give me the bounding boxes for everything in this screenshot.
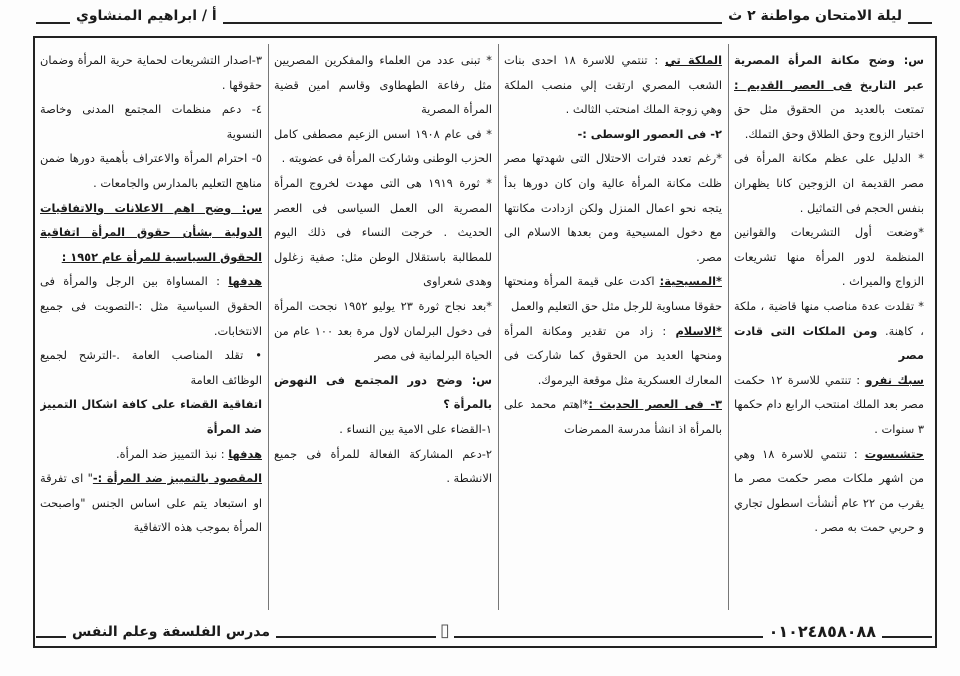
- bullet-item: تقلد المناصب العامة .-الترشح لجميع الوظائف العامة: [40, 348, 262, 387]
- header-author: أ / ابراهيم المنشاوي: [70, 8, 223, 24]
- paragraph-text: * تبنى عدد من العلماء والمفكرين المصريين مثل رفاعة الطهطاوى وقاسم امين قضية المرأة المصرية: [274, 53, 492, 117]
- phone-number: ٠١٠٢٤٨٥٨٠٨٨: [763, 622, 882, 641]
- paragraph-text: * فى عام ١٩٠٨ اسس الزعيم مصطفى كامل الحزب الوطنى وشاركت المرأة فى عضويته .: [274, 126, 492, 166]
- paragraph-bold-text: ومن الملكات التى قادت مصر: [734, 323, 924, 363]
- column-1: [734, 48, 924, 608]
- column-3: [274, 48, 492, 608]
- paragraph-text: : تنتمي للاسرة ١٢ حكمت مصر بعد الملك امنتحب الرابع دام حكمها ٣ سنوات .: [734, 372, 924, 436]
- paragraph-text: *وضعت أول التشريعات والقوانين المنظمة لدور المرأة منها تشريعات الزواج والميراث .: [734, 225, 924, 289]
- paragraph-text: : المساواة بين الرجل والمرأة فى الحقوق السياسية مثل :-التصويت فى جميع الانتخابات.: [40, 274, 262, 338]
- paragraph-text: *بعد نجاح ثورة ٢٣ يوليو ١٩٥٢ نجحت المرأة فى دخول البرلمان لاول مرة بعد ١٠٠ عام من الحياة البرلمانية فى مصر: [274, 298, 492, 363]
- section-heading-ancient: فى العصر القديم :: [734, 77, 852, 92]
- column-2: [504, 48, 722, 608]
- paragraph-text: : نبذ التمييز ضد المرأة.: [116, 446, 229, 461]
- convention-heading: اتفاقية القضاء على كافة اشكال التمييز ضد المرأة: [40, 397, 262, 436]
- paragraph-text: *اهتم محمد على بالمرأة اذ انشأ مدرسة الممرضات: [504, 397, 722, 436]
- header-title: ليلة الامتحان مواطنة ٢ ث: [722, 8, 908, 24]
- list-item: ٤- دعم منظمات المجتمع المدنى وخاصة النسوية: [40, 102, 262, 141]
- goal-label: هدفها: [228, 274, 262, 289]
- column-4: ٣-اصدار التشريعات لحماية حرية المرأة وضمان حقوقها . ٤- دعم منظمات المجتمع المدنى وخاصة النسوية ٥- احترام المرأة والاعتراف بأهمية دورها ضمن مناهج التعليم بالمدارس والجامعات . س: وضح اهم الاعلانات والاتفاقيات الدولية بشأن حقوق المرأة اتفاقية الحقوق السياسية للمرأة عام ١٩٥٢ : هدفها : المساواة بين الرجل والمرأة فى الحقوق السياسية مثل :-التصويت فى جميع الانتخابات. • تقلد المناصب العامة .-الترشح لجميع الوظائف العامة اتفاقية القضاء على كافة اشكال التمييز ضد المرأة هدفها : نبذ التمييز ضد المرأة. المقصود بالتمييز ضد المرأة :-" اى تفرقة او استبعاد يتم على اساس الجنس "واصبحت المرأة بموجب هذه الاتفاقية: [40, 48, 262, 608]
- question-heading: س: وضح مكانة المرأة المصرية عبر التاريخ: [734, 53, 924, 92]
- paragraph-text: : زاد من تقدير ومكانة المرأة ومنحها العديد من الحقوق كما شاركت فى المعارك العسكرية مثل موقعة اليرموك.: [504, 323, 722, 387]
- paragraph-text: " اى تفرقة او استبعاد يتم على اساس الجنس "واصبحت المرأة بموجب هذه الاتفاقية: [40, 471, 262, 535]
- list-item: ٣-اصدار التشريعات لحماية حرية المرأة وضمان حقوقها .: [40, 53, 262, 92]
- paragraph-text: * تقلدت عدة مناصب منها قاضية ، ملكة ، كاهنة.: [734, 298, 924, 338]
- goal-label: هدفها: [228, 446, 262, 461]
- queen-name-tiye: الملكة تي: [665, 53, 722, 67]
- paragraph-text: * الدليل على عظم مكانة المرأة فى مصر القديمة ان الزوجين كانا يظهران بنفس الحجم فى التماثيل .: [734, 151, 924, 215]
- paragraph-text: تمتعت بالعديد من الحقوق مثل حق اختيار الزوج وحق الطلاق وحق التملك.: [734, 102, 924, 141]
- paragraph-text: : تنتمي للاسرة ١٨ وهي من اشهر ملكات مصر حكمت مصر ما يقرب من ٢٢ عام أنشأت اسطول تجاري و حربي حمت به مصر .: [734, 446, 924, 535]
- paragraph-text: اكدت على قيمة المرأة ومنحتها حقوقا مساوية للرجل مثل حق التعليم والعمل: [504, 274, 722, 313]
- question-heading: س: وضح اهم الاعلانات والاتفاقيات الدولية بشأن حقوق المرأة اتفاقية الحقوق السياسية للمرأة عام ١٩٥٢ :: [40, 200, 262, 264]
- definition-label: المقصود بالتمييز ضد المرأة :-: [92, 471, 262, 486]
- section-heading-middle-ages: ٢- فى العصور الوسطى :-: [577, 126, 722, 141]
- page-mark-icon: ▯: [436, 620, 454, 641]
- queen-name-sobekneferu: سبك نفرو: [865, 372, 924, 387]
- section-heading-modern: ٣- فى العصر الحديث :: [588, 397, 722, 412]
- queen-name-hatshepsut: حتشبسوت: [864, 446, 924, 461]
- list-item: ٢-دعم المشاركة الفعالة للمرأة فى جميع الانشطة .: [274, 446, 492, 486]
- paragraph-text: : تنتمي للاسرة ١٨ احدى بنات الشعب المصري ارتقت إلي منصب الملكة وهي زوجة الملك امنحتب الثالث .: [504, 53, 722, 117]
- paragraph-text: * ثورة ١٩١٩ هى التى مهدت لخروج المرأة المصرية الى العمل السياسى فى العصر الحديث . خرجت النساء فى ذلك اليوم للمطالبة باستقلال الوطن مثل: صفية زغلول وهدى شعراوى: [274, 175, 492, 289]
- column-divider: [728, 44, 729, 610]
- list-item: ١-القضاء على الامية بين النساء .: [339, 421, 492, 436]
- column-divider: [268, 44, 269, 610]
- list-item: ٥- احترام المرأة والاعتراف بأهمية دورها ضمن مناهج التعليم بالمدارس والجامعات .: [40, 151, 262, 190]
- footer-teacher-title: مدرس الفلسفة وعلم النفس: [66, 624, 276, 640]
- subheading-christianity: *المسيحية:: [659, 274, 722, 289]
- question-heading: س: وضح دور المجتمع فى النهوض بالمرأة ؟: [274, 372, 492, 412]
- column-divider: [498, 44, 499, 610]
- subheading-islam: *الاسلام: [675, 323, 722, 338]
- paragraph-text: *رغم تعدد فترات الاحتلال التى شهدتها مصر ظلت مكانة المرأة عالية وان كان دورها بدأ يتجه نحو اعمال المنزل ولكن ازدادت مكانتها مع دخول المسيحية ومن بعدها الاسلام الى مصر.: [504, 151, 722, 264]
